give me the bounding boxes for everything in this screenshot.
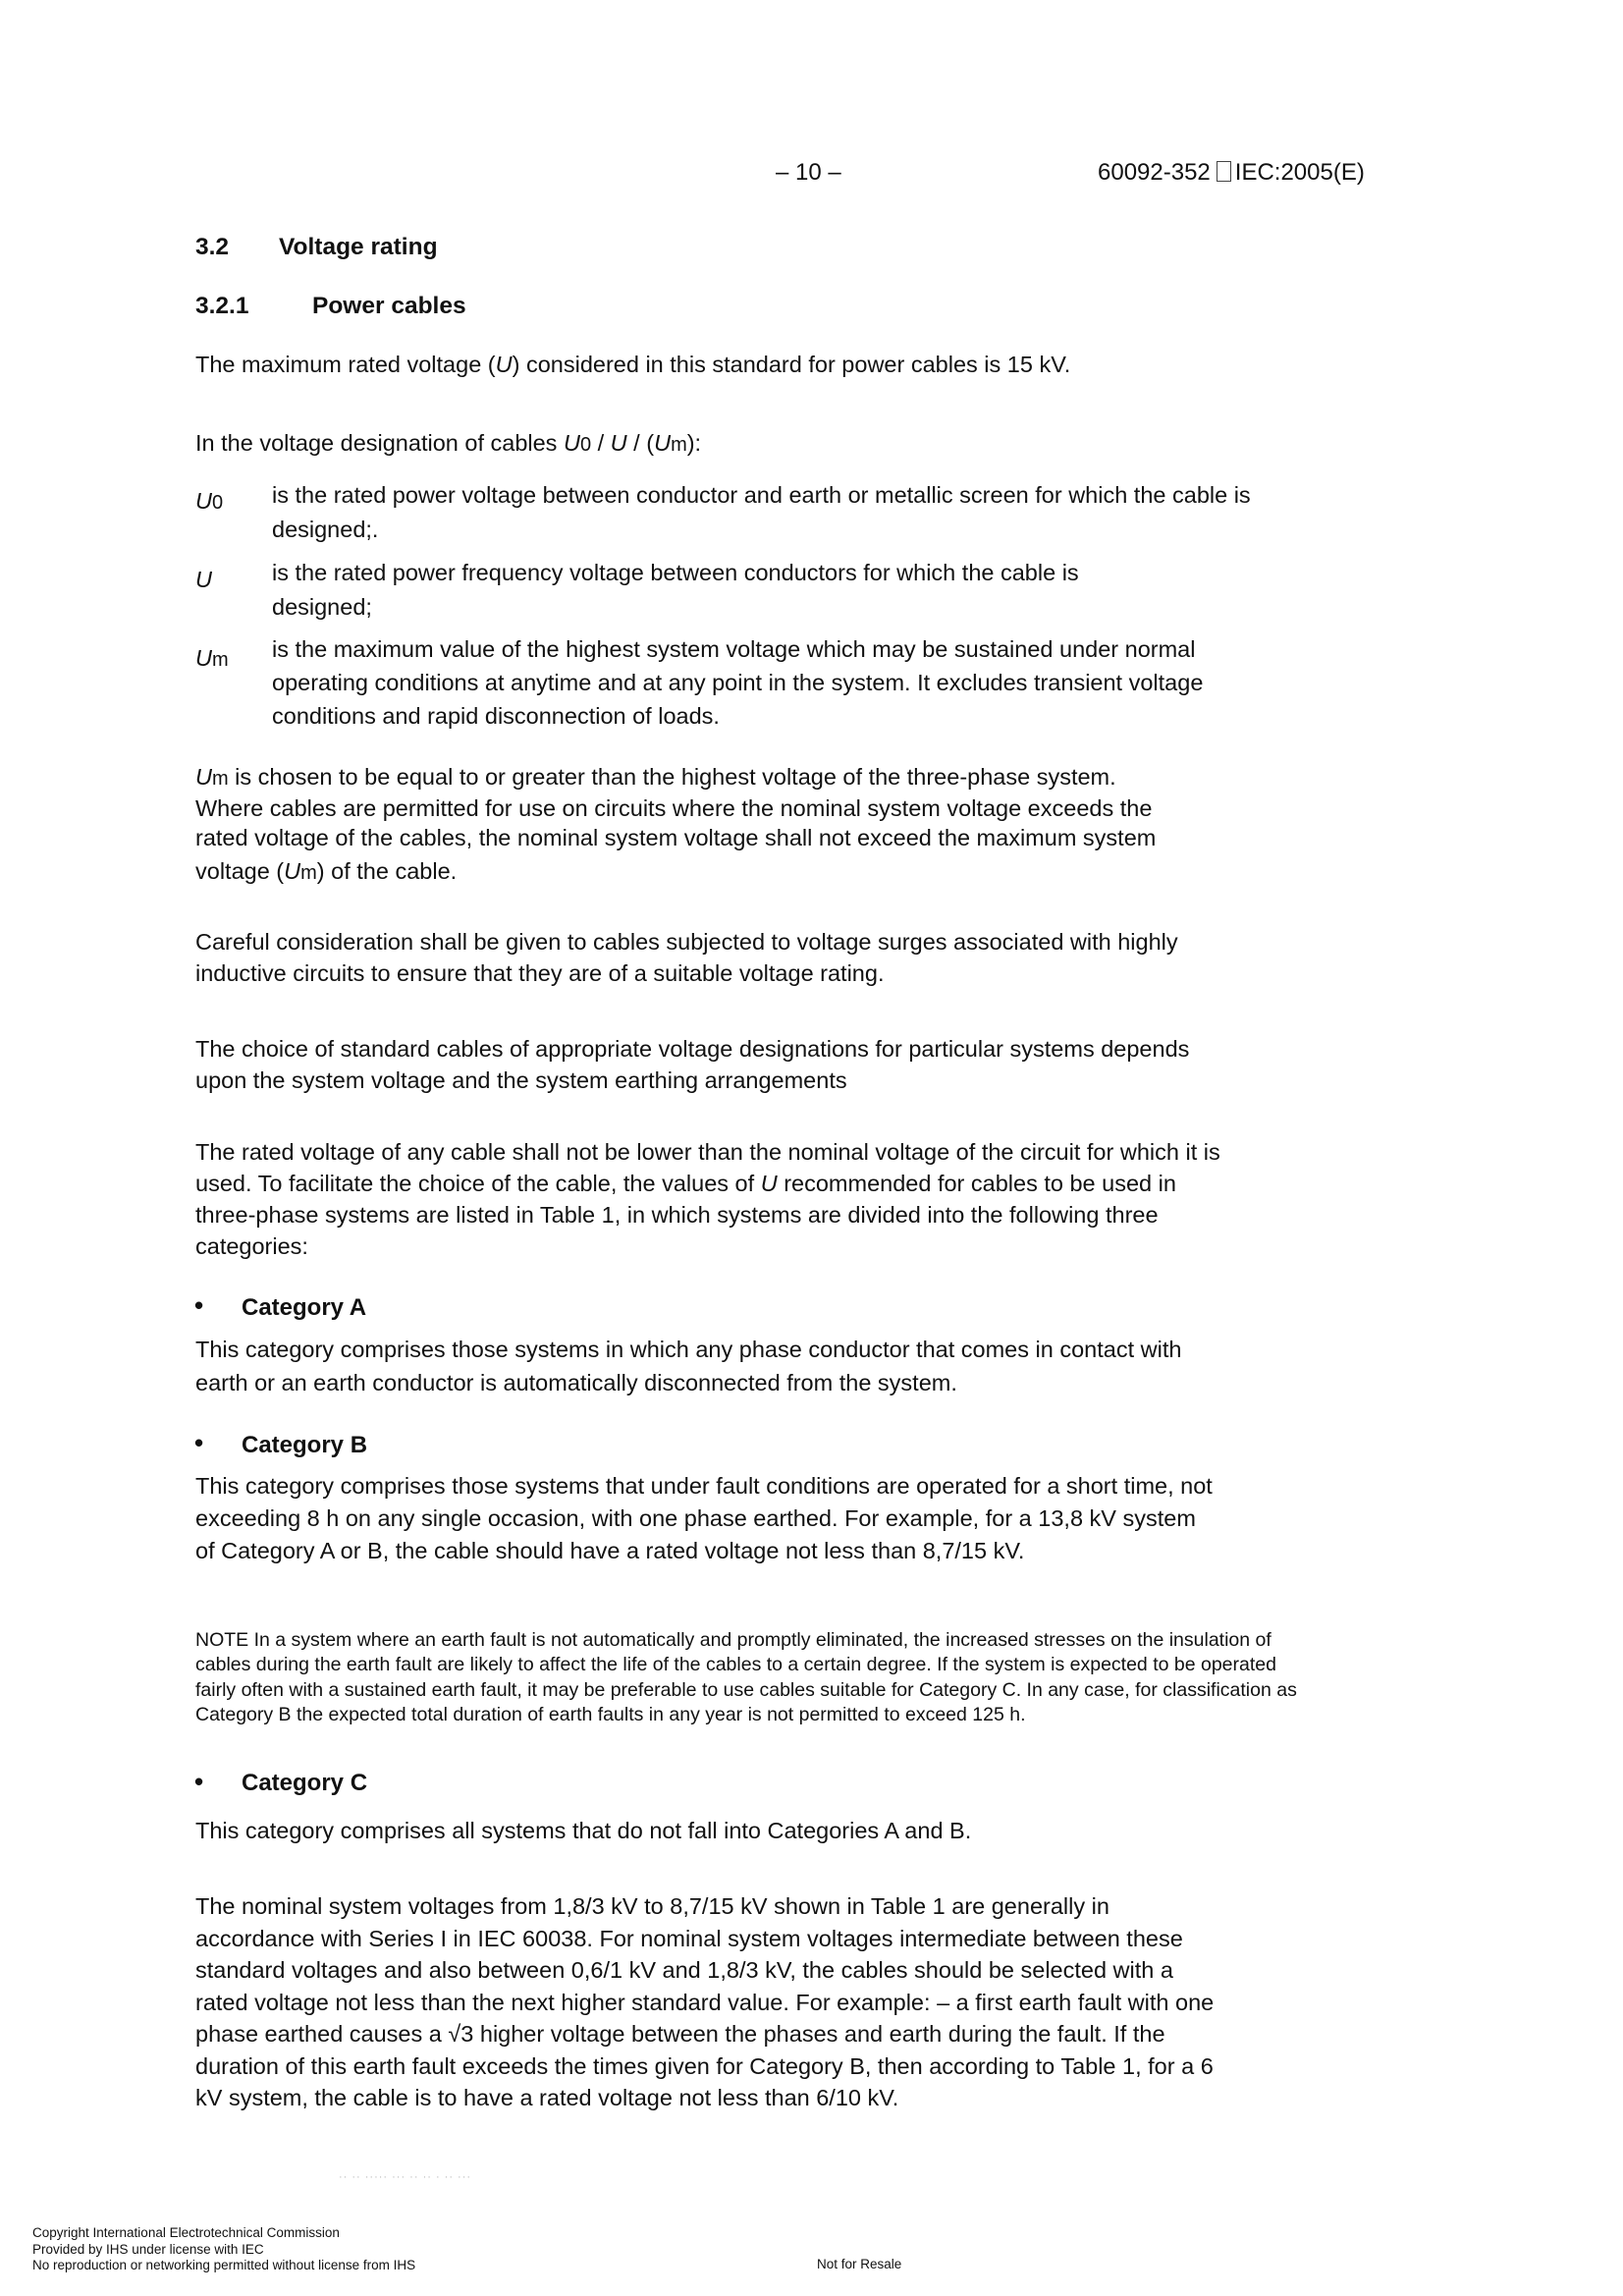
bullet-icon: • bbox=[194, 1290, 204, 1320]
category-a-title: Category A bbox=[242, 1294, 367, 1321]
category-b-text: This category comprises those systems that under fault conditions are operated for a short time, not exceeding 8 h on any single occasion, with one phase earthed. For example, for a 13,8 kV system of Category A or B, the cable should have a rated voltage not less than 8,7/15 kV. bbox=[195, 1473, 1213, 1563]
symbol-um: U bbox=[654, 430, 672, 456]
placeholder-box-icon bbox=[1217, 161, 1231, 182]
um-line-3: rated voltage of the cables, the nominal system voltage shall not exceed the maximum system bbox=[195, 825, 1157, 850]
subscript: 0 bbox=[579, 434, 592, 456]
symbol-um: U bbox=[195, 764, 212, 790]
doc-id-suffix: IEC:2005(E) bbox=[1234, 159, 1365, 186]
definition-text-u0: is the rated power voltage between conductor and earth or metallic screen for which the cable is designed;. bbox=[272, 482, 1251, 542]
definition-term-u0 bbox=[195, 488, 223, 515]
term-symbol: U bbox=[195, 567, 212, 592]
document-id bbox=[1098, 159, 1365, 187]
subscript: m bbox=[211, 649, 229, 671]
bullet-icon: • bbox=[194, 1767, 204, 1796]
um-paragraph bbox=[195, 762, 1295, 892]
section-number: 3.2 bbox=[195, 234, 230, 260]
text-run: The rated voltage of any cable shall not be lower than the nominal voltage of the circuit for which it is used. To facilitate the choice of the cable, the values of bbox=[195, 1139, 1220, 1196]
text-run: ) considered in this standard for power cables is 15 kV. bbox=[512, 352, 1071, 377]
subscript: m bbox=[211, 768, 229, 790]
scan-artifact: ·· ·· ····· ··· ·· ·· · ·· ··· bbox=[339, 2171, 472, 2183]
note-paragraph: NOTE In a system where an earth fault is not automatically and promptly eliminated, the increased stresses on the insulation of cables during the earth fault are likely to affect the life of the cables to a certain degree. If the system is expected to be operated fairly often with a sustained earth fault, it may be preferable to use cables suitable for Category C. In any case, for classification as Category B the expected total duration of earth faults in any year is not permitted to exceed 125 h. bbox=[195, 1629, 1297, 1725]
category-a-text: This category comprises those systems in which any phase conductor that comes in contact with earth or an earth conductor is automatically disconnected from the system. bbox=[195, 1337, 1182, 1395]
subsection-number: 3.2.1 bbox=[195, 293, 249, 319]
footer-line: Copyright International Electrotechnical Commission bbox=[32, 2225, 340, 2240]
um-line-4 bbox=[195, 852, 1295, 892]
symbol-um: U bbox=[284, 858, 301, 884]
text-run: ) of the cable. bbox=[316, 858, 458, 884]
definition-term-u bbox=[195, 567, 212, 593]
copyright-footer bbox=[32, 2225, 415, 2274]
section-title: Voltage rating bbox=[279, 234, 438, 260]
term-symbol: U bbox=[195, 645, 212, 671]
category-b-title: Category B bbox=[242, 1432, 368, 1458]
symbol-u0: U bbox=[563, 430, 580, 456]
max-voltage-paragraph bbox=[195, 349, 1295, 380]
not-for-resale-label: Not for Resale bbox=[817, 2257, 902, 2271]
subscript: m bbox=[300, 862, 317, 884]
footer-line: No reproduction or networking permitted without license from IHS bbox=[32, 2258, 416, 2272]
text-run: / bbox=[591, 430, 611, 456]
um-line-2: Where cables are permitted for use on circuits where the nominal system voltage exceeds the bbox=[195, 795, 1153, 821]
text-run: In the voltage designation of cables bbox=[195, 430, 564, 456]
text-run: recommended for cables to be used in three-phase systems are listed in Table 1, in which systems are divided into the following three categories: bbox=[195, 1171, 1176, 1259]
subscript: 0 bbox=[211, 492, 224, 514]
category-c-text: This category comprises all systems that do not fall into Categories A and B. bbox=[195, 1818, 972, 1843]
designation-paragraph bbox=[195, 427, 1295, 461]
text-run: ): bbox=[686, 430, 702, 456]
symbol-u: U bbox=[495, 352, 513, 377]
definition-text-um: is the maximum value of the highest system voltage which may be sustained under normal operating conditions at anytime and at any point in the system. It excludes transient voltage conditions and rapid disconnection of loads. bbox=[272, 636, 1204, 729]
category-c-title: Category C bbox=[242, 1770, 368, 1796]
footer-line: Provided by IHS under license with IEC bbox=[32, 2241, 264, 2257]
rated-voltage-paragraph bbox=[195, 1136, 1236, 1262]
term-symbol: U bbox=[195, 488, 212, 514]
definition-text-u: is the rated power frequency voltage between conductors for which the cable is designed; bbox=[272, 560, 1079, 620]
text-run: voltage ( bbox=[195, 858, 285, 884]
doc-id-prefix: 60092-352 bbox=[1098, 159, 1211, 186]
surges-paragraph: Careful consideration shall be given to cables subjected to voltage surges associated with highly inductive circuits to ensure that they are of a suitable voltage rating. bbox=[195, 929, 1178, 986]
text-run: The maximum rated voltage ( bbox=[195, 352, 496, 377]
choice-paragraph: The choice of standard cables of appropriate voltage designations for particular systems depends upon the system voltage and the system earthing arrangements bbox=[195, 1036, 1190, 1093]
symbol-u: U bbox=[610, 430, 627, 456]
bullet-icon: • bbox=[194, 1428, 204, 1457]
subscript: m bbox=[671, 434, 687, 456]
definition-term-um bbox=[195, 645, 229, 672]
page-number: – 10 – bbox=[776, 159, 841, 186]
subsection-title: Power cables bbox=[312, 293, 466, 319]
text-run: / ( bbox=[626, 430, 655, 456]
text-run: is chosen to be equal to or greater than the highest voltage of the three-phase system. bbox=[228, 764, 1116, 790]
nominal-voltages-paragraph: The nominal system voltages from 1,8/3 kV to 8,7/15 kV shown in Table 1 are generally in accordance with Series I in IEC 60038. For nominal system voltages intermediate between these standard voltages and also between 0,6/1 kV and 1,8/3 kV, the cables should be selected with a rated voltage not less than the next higher standard value. For example: – a first earth fault with one phase earthed causes a √3 higher voltage between the phases and earth during the fault. If the duration of this earth fault exceeds the times given for Category B, then according to Table 1, for a 6 kV system, the cable is to have a rated voltage not less than 6/10 kV. bbox=[195, 1893, 1215, 2110]
symbol-u: U bbox=[760, 1171, 778, 1196]
um-line-1 bbox=[195, 762, 1295, 793]
